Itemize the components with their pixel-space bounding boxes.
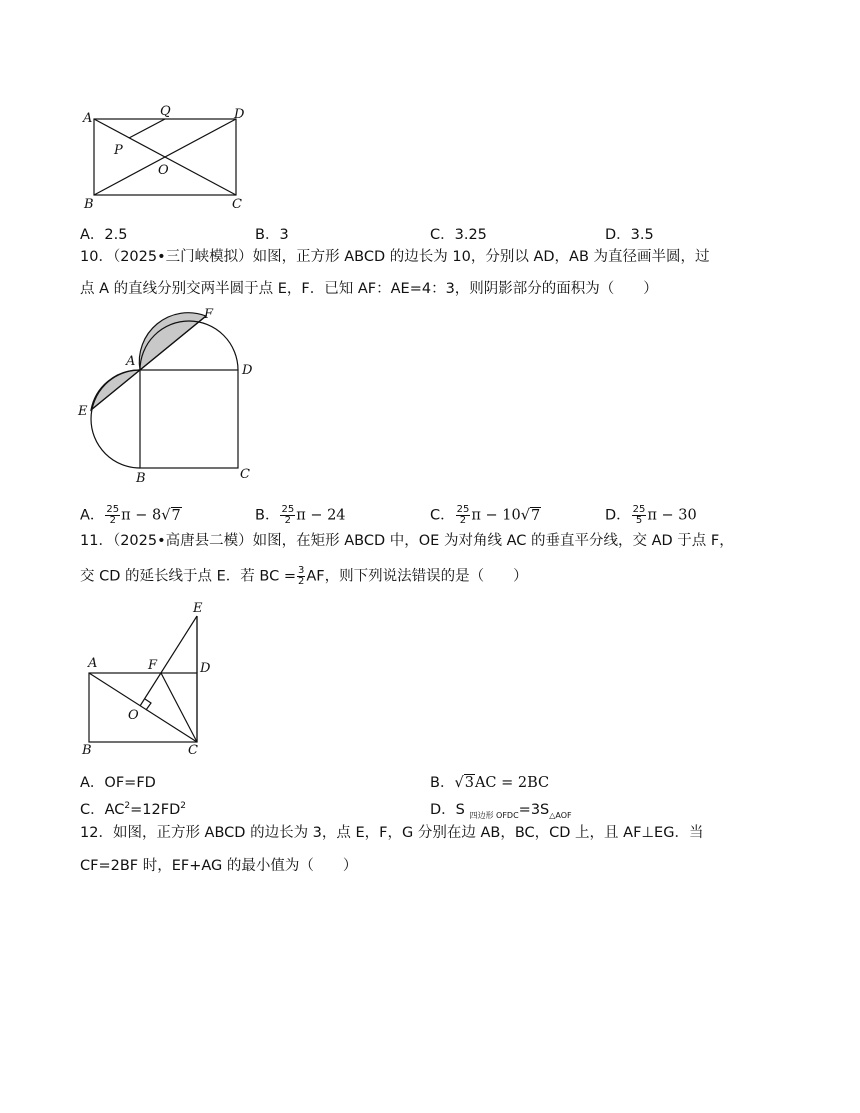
q10-option-a-prefix: A． [80, 507, 105, 524]
q9-segment-pq [129, 119, 165, 138]
q10-label-a: A [126, 354, 136, 369]
q11-label-c: C [188, 743, 198, 758]
q10-option-d-prefix: D． [605, 507, 631, 524]
q11-option-c-mid: =12FD [130, 802, 181, 818]
q10-label-b: B [136, 471, 146, 486]
q10-stem-line1: 10．（2025•三门峡模拟）如图，正方形 ABCD 的边长为 10，分别以 AD，AB 为直径画半圆，过 [80, 249, 710, 265]
q11-option-d [430, 801, 572, 819]
q10-option-b-fraction [280, 505, 295, 526]
q10-option-a-radicand: 7 [171, 507, 181, 524]
q9-label-c: C [232, 197, 242, 212]
q9-label-a: A [83, 111, 93, 126]
q9-figure [78, 102, 258, 214]
q10-option-b-prefix: B． [255, 507, 280, 524]
q11-option-a: A．OF=FD [80, 775, 156, 791]
q9-label-q: Q [160, 104, 171, 119]
q10-option-c-num: 25 [456, 504, 470, 515]
q11-label-b: B [82, 743, 92, 758]
q10-option-c-den: 2 [459, 515, 467, 526]
q11-stem-fraction-den: 2 [297, 576, 305, 587]
q11-stem-line2-post: AF，则下列说法错误的是（ ） [306, 568, 528, 585]
q10-option-a-fraction [105, 505, 120, 526]
q11-option-b-radicand: 3 [464, 775, 474, 791]
q9-label-b: B [84, 197, 94, 212]
q11-option-b: B．√3AC = 2BC [430, 775, 550, 791]
q10-line-ef [91, 316, 206, 410]
q10-label-f: F [204, 307, 214, 322]
q10-option-d-fraction [632, 505, 647, 526]
q9-label-d: D [234, 107, 245, 122]
q11-option-d-mid: =3S [518, 802, 550, 818]
q10-option-b-den: 2 [284, 515, 291, 526]
q10-square [140, 370, 238, 468]
q9-option-c: C．3.25 [430, 227, 487, 243]
q11-label-d: D [200, 661, 211, 676]
q10-option-a-rest: π − 8 [121, 507, 162, 524]
q10-option-c: C． $\frac{25}{2}$ π − 10√7 [430, 504, 541, 526]
q9-label-p: P [114, 143, 123, 158]
q11-option-c [80, 801, 186, 819]
q10-option-c-rest: π − 10 [471, 507, 521, 524]
q12-stem-line2: CF=2BF 时，EF+AG 的最小值为（ ） [80, 858, 358, 874]
q10-option-c-radicand: 7 [530, 507, 541, 524]
q10-option-a-den: 2 [109, 515, 116, 526]
q10-option-a-num: 25 [106, 504, 120, 515]
q11-option-d-prefix: D．S [430, 802, 465, 818]
q11-option-c-prefix: C．AC [80, 802, 125, 818]
q11-diagonal-ac [89, 673, 197, 742]
q11-option-b-prefix: B． [430, 775, 455, 791]
q11-label-f: F [148, 658, 158, 673]
q10-figure [76, 305, 266, 490]
q11-label-a: A [88, 656, 98, 671]
q11-stem-line2 [80, 566, 528, 587]
q11-stem-line2-pre: 交 CD 的延长线于点 E．若 BC = [80, 568, 296, 585]
q10-label-d: D [242, 363, 253, 378]
q10-option-d-rest: π − 30 [647, 507, 697, 524]
q9-label-o: O [158, 163, 169, 178]
q11-option-c-sup1: 2 [124, 801, 131, 812]
q11-option-d-sub2: △AOF [549, 810, 572, 820]
q11-figure [78, 598, 228, 758]
q10-label-c: C [240, 467, 250, 482]
q10-option-b-num: 25 [281, 504, 295, 515]
q10-option-b [255, 505, 346, 526]
q10-option-d-num: 25 [632, 504, 646, 515]
q11-label-o: O [128, 708, 139, 723]
q10-option-c-prefix: C． [430, 507, 455, 524]
q9-option-d: D．3.5 [605, 227, 654, 243]
q11-stem-fraction-num: 3 [297, 565, 305, 576]
q12-stem-line1: 12．如图，正方形 ABCD 的边长为 3，点 E，F，G 分别在边 AB，BC，CD 上，且 AF⊥EG．当 [80, 825, 704, 841]
q11-label-e: E [193, 601, 203, 616]
q10-label-e: E [78, 404, 88, 419]
q10-option-b-rest: π − 24 [296, 507, 346, 524]
q9-option-a: A．2.5 [80, 227, 128, 243]
q11-option-b-rest: AC = 2BC [474, 775, 550, 791]
q11-stem-line1: 11．（2025•高唐县二模）如图，在矩形 ABCD 中，OE 为对角线 AC 的垂直平分线，交 AD 于点 F， [80, 533, 734, 549]
q10-option-c-fraction [456, 505, 471, 526]
q11-segment-fc [161, 673, 197, 742]
q11-option-c-sup2: 2 [180, 801, 186, 812]
q11-option-d-sub1: 四边形 OFDC [469, 810, 519, 820]
q10-stem-line2: 点 A 的直线分别交两半圆于点 E，F．已知 AF：AE=4：3，则阴影部分的面积为（ ） [80, 281, 658, 297]
q10-option-d-den: 5 [635, 515, 643, 526]
q9-option-b: B．3 [255, 227, 289, 243]
q11-right-angle-mark [145, 699, 151, 710]
q10-option-a: A． $\frac{25}{2}$ π − 8√7 [80, 504, 181, 526]
q10-option-d [605, 505, 697, 526]
q11-stem-fraction [297, 566, 305, 587]
